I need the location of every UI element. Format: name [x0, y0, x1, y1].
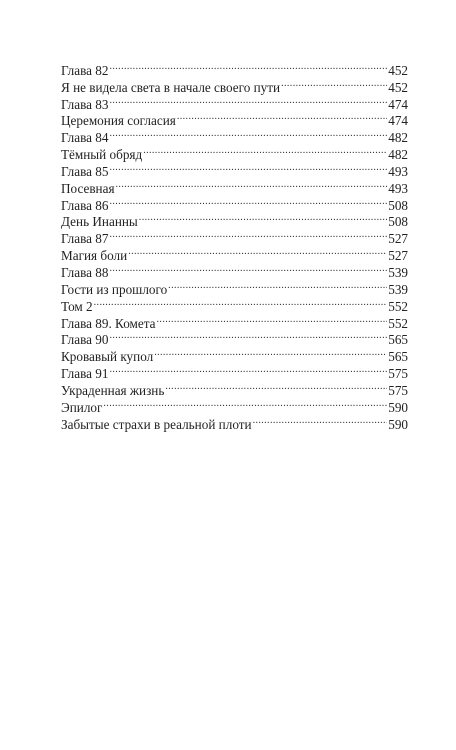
- toc-dot-leader: [109, 361, 387, 378]
- toc-entry: [61, 75, 408, 95]
- toc-entry-title: Глава 90: [61, 332, 109, 348]
- toc-entry: [61, 344, 408, 365]
- toc-entry: [61, 176, 408, 196]
- toc-entry-page-number: 565: [388, 332, 408, 348]
- toc-entry: [61, 226, 408, 247]
- toc-dot-leader: [103, 395, 387, 412]
- toc-entry-page-number: 575: [388, 382, 408, 398]
- toc-entry: [61, 328, 408, 348]
- toc-dot-leader: [177, 109, 387, 126]
- toc-entry: [61, 378, 408, 398]
- toc-entry-title: Посевная: [61, 180, 115, 196]
- toc-dot-leader: [109, 226, 387, 243]
- toc-entry: [61, 243, 408, 264]
- toc-dot-leader: [165, 378, 387, 395]
- toc-dot-leader: [154, 344, 387, 361]
- toc-entry-page-number: 482: [388, 147, 408, 163]
- toc-entry: [61, 193, 408, 213]
- toc-entry-title: Забытые страхи в реальной плоти: [61, 416, 252, 432]
- toc-entry-title: Глава 89. Комета: [61, 315, 156, 331]
- toc-dot-leader: [109, 125, 387, 142]
- toc-dot-leader: [109, 92, 387, 109]
- toc-entry: [61, 277, 408, 297]
- toc-dot-leader: [109, 328, 387, 345]
- toc-entry-title: Я не видела света в начале своего пути: [61, 79, 281, 95]
- toc-entry-page-number: 575: [388, 366, 408, 382]
- toc-dot-leader: [281, 75, 387, 92]
- toc-entry: [61, 311, 408, 331]
- toc-dot-leader: [109, 193, 387, 210]
- toc-entry-title: Эпилог: [61, 399, 103, 415]
- toc-entry-title: День Инанны: [61, 214, 138, 230]
- toc-entry: [61, 395, 408, 415]
- toc-entry: [61, 58, 408, 78]
- toc-entry-page-number: 474: [388, 113, 408, 129]
- toc-entry-title: Украденная жизнь: [61, 382, 165, 398]
- toc-entry-page-number: 493: [388, 163, 408, 179]
- toc-entry-title: Глава 87: [61, 231, 109, 247]
- toc-entry-page-number: 474: [388, 96, 408, 112]
- toc-dot-leader: [128, 243, 387, 260]
- toc-entry-page-number: 539: [388, 281, 408, 297]
- toc-entry-page-number: 452: [388, 79, 408, 95]
- toc-dot-leader: [157, 311, 388, 328]
- toc-entry-page-number: 508: [388, 214, 408, 230]
- toc-entry-page-number: 493: [388, 180, 408, 196]
- toc-entry-title: Тёмный обряд: [61, 147, 143, 163]
- toc-dot-leader: [109, 58, 387, 75]
- toc-entry-title: Магия боли: [61, 248, 128, 264]
- toc-entry-title: Глава 83: [61, 96, 109, 112]
- toc-dot-leader: [168, 277, 387, 294]
- toc-entry-page-number: 590: [388, 416, 408, 432]
- toc-entry: [61, 125, 408, 146]
- toc-dot-leader: [253, 412, 388, 429]
- toc-entry: [61, 260, 408, 280]
- toc-entry: [61, 294, 408, 314]
- toc-entry-title: Гости из прошлого: [61, 281, 168, 297]
- toc-entry: [61, 142, 408, 163]
- toc-entry-page-number: 552: [388, 315, 408, 331]
- toc-entry-page-number: 565: [388, 349, 408, 365]
- toc-entry-title: Церемония согласия: [61, 113, 176, 129]
- toc-entry: [61, 210, 408, 230]
- toc-entry-title: Кровавый купол: [61, 349, 154, 365]
- toc-dot-leader: [109, 159, 387, 176]
- toc-entry-title: Глава 91: [61, 366, 109, 382]
- toc-entry: [61, 412, 408, 432]
- toc-dot-leader: [116, 176, 388, 193]
- toc-entry-page-number: 527: [388, 248, 408, 264]
- toc-entry-page-number: 482: [388, 130, 408, 146]
- toc-entry-title: Глава 86: [61, 197, 109, 213]
- toc-entry-page-number: 508: [388, 197, 408, 213]
- toc-entry-page-number: 527: [388, 231, 408, 247]
- toc-entry-title: Том 2: [61, 298, 93, 314]
- toc-entry-title: Глава 82: [61, 62, 109, 78]
- toc-entry-title: Глава 84: [61, 130, 109, 146]
- toc-entry-page-number: 552: [388, 298, 408, 314]
- toc-entry: [61, 361, 408, 382]
- table-of-contents: [61, 58, 408, 432]
- toc-entry: [61, 159, 408, 179]
- toc-dot-leader: [139, 210, 387, 227]
- toc-dot-leader: [94, 294, 388, 311]
- toc-entry-title: Глава 85: [61, 163, 109, 179]
- toc-entry-page-number: 539: [388, 264, 408, 280]
- toc-entry: [61, 109, 408, 129]
- toc-dot-leader: [143, 142, 387, 159]
- toc-entry: [61, 92, 408, 112]
- toc-dot-leader: [109, 260, 387, 277]
- toc-entry-title: Глава 88: [61, 264, 109, 280]
- toc-entry-page-number: 452: [388, 62, 408, 78]
- toc-entry-page-number: 590: [388, 399, 408, 415]
